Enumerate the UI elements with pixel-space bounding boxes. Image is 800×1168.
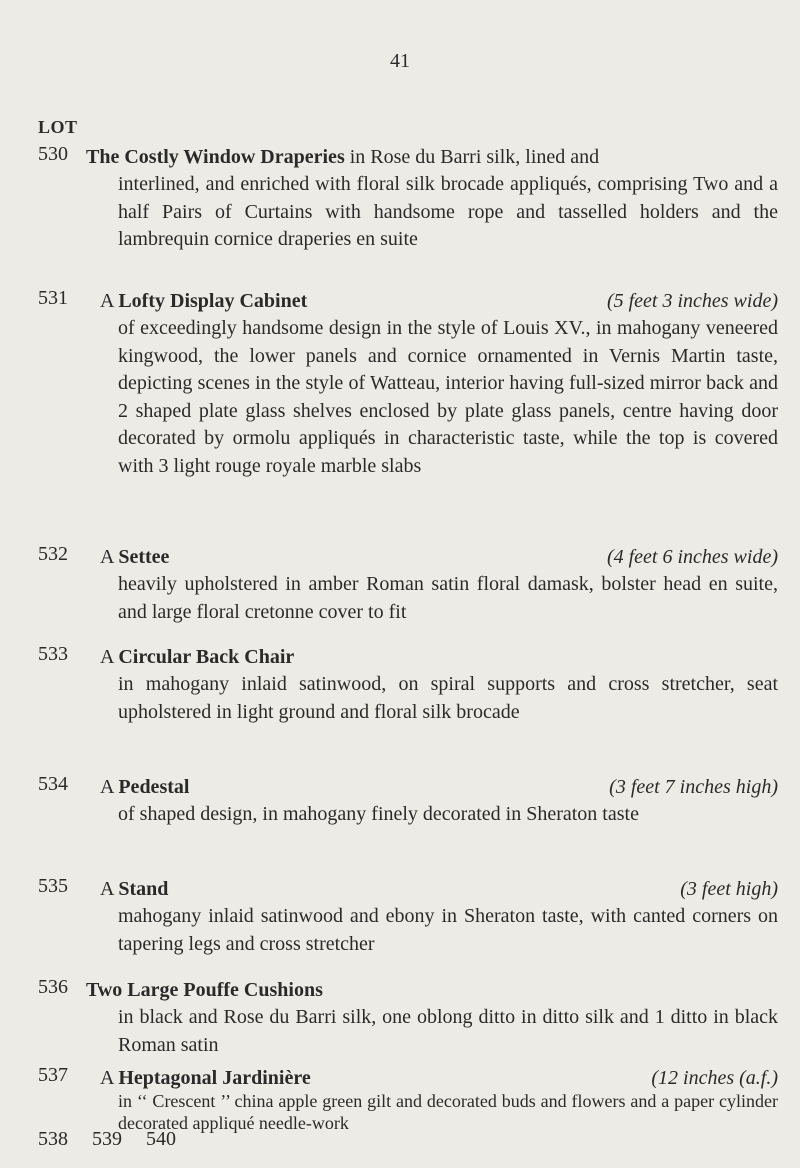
lot-number: 533 bbox=[38, 643, 68, 665]
lot-number-539: 539 bbox=[92, 1128, 122, 1150]
lot-dimensions: (4 feet 6 inches wide) bbox=[606, 546, 778, 568]
lot-heading bbox=[86, 976, 778, 1004]
lot-number-538: 538 bbox=[38, 1128, 68, 1150]
lot-title: Stand bbox=[118, 878, 169, 900]
lot-number: 535 bbox=[38, 875, 68, 897]
lot-description: in black and Rose du Barri silk, one oblong ditto in ditto silk and 1 ditto in black Roman satin bbox=[118, 1006, 778, 1056]
lot-number: 532 bbox=[38, 543, 68, 565]
lot-dimensions: (12 inches (a.f.) bbox=[651, 1067, 778, 1089]
lot-article: A bbox=[100, 776, 114, 798]
lot-number: 536 bbox=[38, 976, 68, 998]
lot-article: A bbox=[100, 878, 114, 900]
lot-heading bbox=[100, 875, 778, 903]
page-number: 41 bbox=[390, 50, 410, 72]
lot-heading bbox=[100, 1064, 778, 1092]
lot-heading bbox=[100, 643, 778, 671]
lot-column-header: LOT bbox=[38, 117, 78, 137]
lot-title: The Costly Window Draperies bbox=[86, 146, 345, 168]
lot-title: Settee bbox=[118, 546, 170, 568]
lot-article: A bbox=[100, 290, 114, 312]
lot-description: mahogany inlaid satinwood and ebony in Sheraton taste, with canted corners on tapering legs and cross stretcher bbox=[118, 905, 778, 955]
lot-heading bbox=[100, 287, 778, 315]
lot-number: 537 bbox=[38, 1064, 68, 1086]
lot-dimensions: (5 feet 3 inches wide) bbox=[606, 290, 778, 312]
lot-heading bbox=[100, 543, 778, 571]
lot-description: in ‘‘ Crescent ’’ china apple green gilt and decorated buds and flowers and a paper cylinder decorated appliqué needle-work bbox=[118, 1091, 778, 1133]
lot-title: Two Large Pouffe Cushions bbox=[86, 979, 323, 1001]
lot-heading bbox=[100, 773, 778, 801]
lot-description: heavily upholstered in amber Roman satin floral damask, bolster head en suite, and large floral cretonne cover to fit bbox=[118, 573, 778, 623]
lot-number: 530 bbox=[38, 143, 68, 165]
lot-heading bbox=[86, 143, 778, 171]
lot-description: in mahogany inlaid satinwood, on spiral supports and cross stretcher, seat upholstered in light ground and floral silk brocade bbox=[118, 673, 778, 723]
lot-title: Heptagonal Jardinière bbox=[118, 1067, 311, 1089]
lot-number-540: 540 bbox=[146, 1128, 176, 1150]
lot-article: A bbox=[100, 1067, 114, 1089]
lot-title: Lofty Display Cabinet bbox=[118, 290, 308, 312]
lot-description: interlined, and enriched with floral silk brocade appliqués, comprising Two and a half Pairs of Curtains with handsome rope and tasselled holders and the lambrequin cornice draperies en suite bbox=[118, 173, 778, 251]
lot-number: 534 bbox=[38, 773, 68, 795]
lot-article: A bbox=[100, 646, 114, 668]
lot-title: Circular Back Chair bbox=[118, 646, 295, 668]
lot-description: of shaped design, in mahogany finely decorated in Sheraton taste bbox=[118, 803, 639, 825]
lot-title-tail: in Rose du Barri silk, lined and bbox=[344, 146, 600, 168]
lot-description: of exceedingly handsome design in the style of Louis XV., in mahogany veneered kingwood, the lower panels and cornice ornamented in Vernis Martin taste, depicting scenes in the style of Watteau, interior having full-sized mirror back and 2 shaped plate glass shelves enclosed by plate glass panels, centre having door decorated by ormolu appliqués in characteristic taste, while the top is covered with 3 light rouge royale marble slabs bbox=[118, 317, 778, 477]
lot-article: A bbox=[100, 546, 114, 568]
lot-dimensions: (3 feet 7 inches high) bbox=[609, 776, 778, 798]
lot-title: Pedestal bbox=[118, 776, 190, 798]
lot-number: 531 bbox=[38, 287, 68, 309]
lot-dimensions: (3 feet high) bbox=[680, 878, 778, 900]
